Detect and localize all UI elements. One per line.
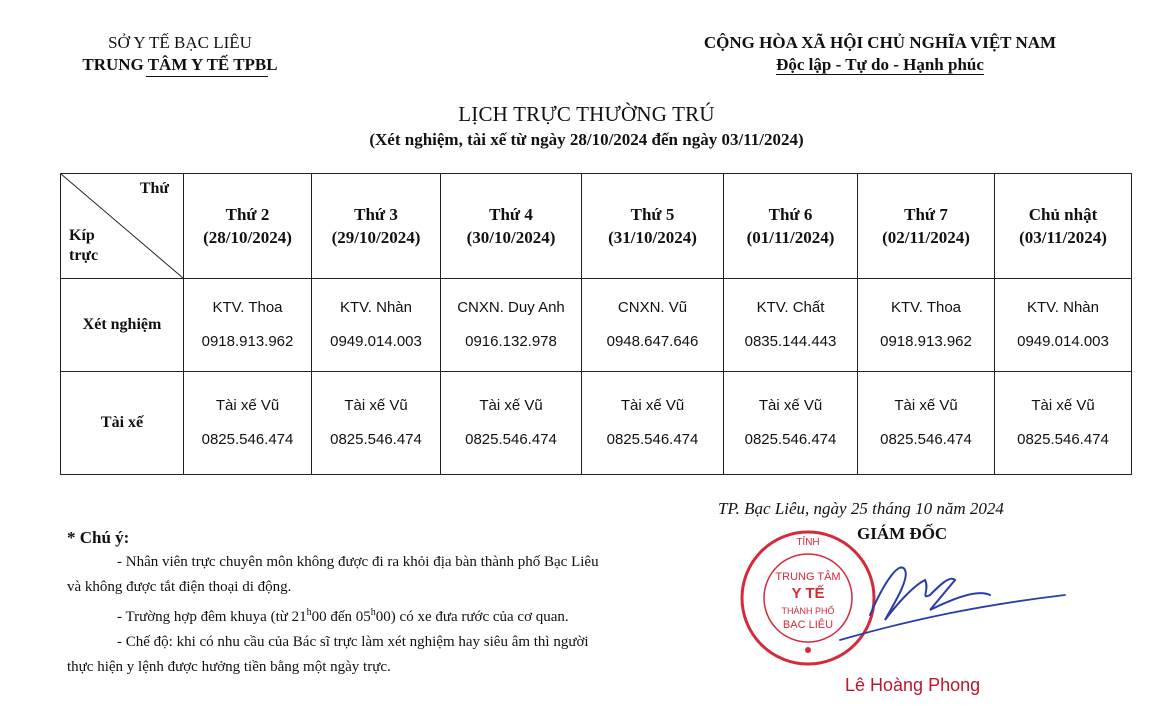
- notes-heading: * Chú ý:: [67, 528, 130, 547]
- duty-cell: Tài xế Vũ 0825.546.474: [995, 372, 1132, 475]
- page-title: LỊCH TRỰC THƯỜNG TRÚ: [458, 102, 715, 126]
- duty-cell: KTV. Nhàn 0949.014.003: [312, 279, 441, 372]
- duty-cell: Tài xế Vũ 0825.546.474: [858, 372, 995, 475]
- table-row: [61, 372, 1132, 475]
- note-line: - Chế độ: khi có nhu cầu của Bác sĩ trực làm xét nghiệm hay siêu âm thì người: [117, 634, 589, 650]
- schedule-table: [60, 173, 1132, 475]
- table-row: [61, 279, 1132, 372]
- page-subtitle: (Xét nghiệm, tài xế từ ngày 28/10/2024 đến ngày 03/11/2024): [369, 130, 804, 149]
- corner-cell: [61, 174, 184, 279]
- director-title: GIÁM ĐỐC: [857, 524, 948, 543]
- svg-text:TRUNG TÂM: TRUNG TÂM: [775, 571, 841, 583]
- header-left: [30, 32, 330, 76]
- note-line: - Trường hợp đêm khuya (từ 21$^h$00 đến 05$^h$00) có xe đưa rước của cơ quan.: [117, 607, 569, 625]
- duty-cell: Tài xế Vũ 0825.546.474: [582, 372, 724, 475]
- duty-cell: Tài xế Vũ 0825.546.474: [724, 372, 858, 475]
- nation-name: CỘNG HÒA XÃ HỘI CHỦ NGHĨA VIỆT NAM: [703, 33, 1057, 52]
- svg-text:TỈNH: TỈNH: [796, 537, 820, 548]
- row-label-driver: Tài xế: [61, 372, 184, 475]
- org-parent: SỞ Y TẾ BẠC LIÊU: [108, 33, 252, 52]
- day-header: Thứ 7 (02/11/2024): [858, 174, 995, 279]
- note-line: và không được tắt điện thoại di động.: [67, 579, 292, 595]
- header-right: [620, 32, 1140, 76]
- note-line: thực hiện y lệnh được hưởng tiền bằng một ngày trực.: [67, 659, 391, 675]
- note-line: - Nhân viên trực chuyên môn không được đi ra khỏi địa bàn thành phố Bạc Liêu: [117, 554, 599, 570]
- row-label-testing: Xét nghiệm: [61, 279, 184, 372]
- table-header-row: [61, 174, 1132, 279]
- duty-cell: CNXN. Duy Anh 0916.132.978: [441, 279, 582, 372]
- svg-text:THÀNH PHỐ: THÀNH PHỐ: [781, 606, 835, 616]
- place-date: TP. Bạc Liêu, ngày 25 tháng 10 năm 2024: [718, 499, 1004, 518]
- signer-name: Lê Hoàng Phong: [845, 675, 981, 695]
- org-name: TRUNG TÂM Y TẾ TPBL: [82, 55, 278, 74]
- duty-cell: KTV. Thoa 0918.913.962: [184, 279, 312, 372]
- duty-cell: Tài xế Vũ 0825.546.474: [312, 372, 441, 475]
- duty-cell: Tài xế Vũ 0825.546.474: [441, 372, 582, 475]
- day-header: Thứ 6 (01/11/2024): [724, 174, 858, 279]
- signature: [830, 540, 1070, 650]
- svg-text:Y TẾ: Y TẾ: [791, 585, 825, 602]
- duty-cell: KTV. Nhàn 0949.014.003: [995, 279, 1132, 372]
- svg-text:BẠC LIÊU: BẠC LIÊU: [782, 619, 834, 631]
- duty-cell: KTV. Thoa 0918.913.962: [858, 279, 995, 372]
- corner-bottom-label: Kíp trực: [69, 227, 99, 264]
- duty-cell: KTV. Chất 0835.144.443: [724, 279, 858, 372]
- duty-cell: Tài xế Vũ 0825.546.474: [184, 372, 312, 475]
- corner-top-label: Thứ: [139, 180, 169, 197]
- duty-cell: CNXN. Vũ 0948.647.646: [582, 279, 724, 372]
- org-underline: [146, 76, 268, 77]
- day-header: Thứ 2 (28/10/2024): [184, 174, 312, 279]
- day-header: Thứ 4 (30/10/2024): [441, 174, 582, 279]
- motto: Độc lập - Tự do - Hạnh phúc: [776, 55, 984, 74]
- day-header: Thứ 3 (29/10/2024): [312, 174, 441, 279]
- day-header: Thứ 5 (31/10/2024): [582, 174, 724, 279]
- day-header: Chủ nhật (03/11/2024): [995, 174, 1132, 279]
- notes-section: [67, 525, 687, 680]
